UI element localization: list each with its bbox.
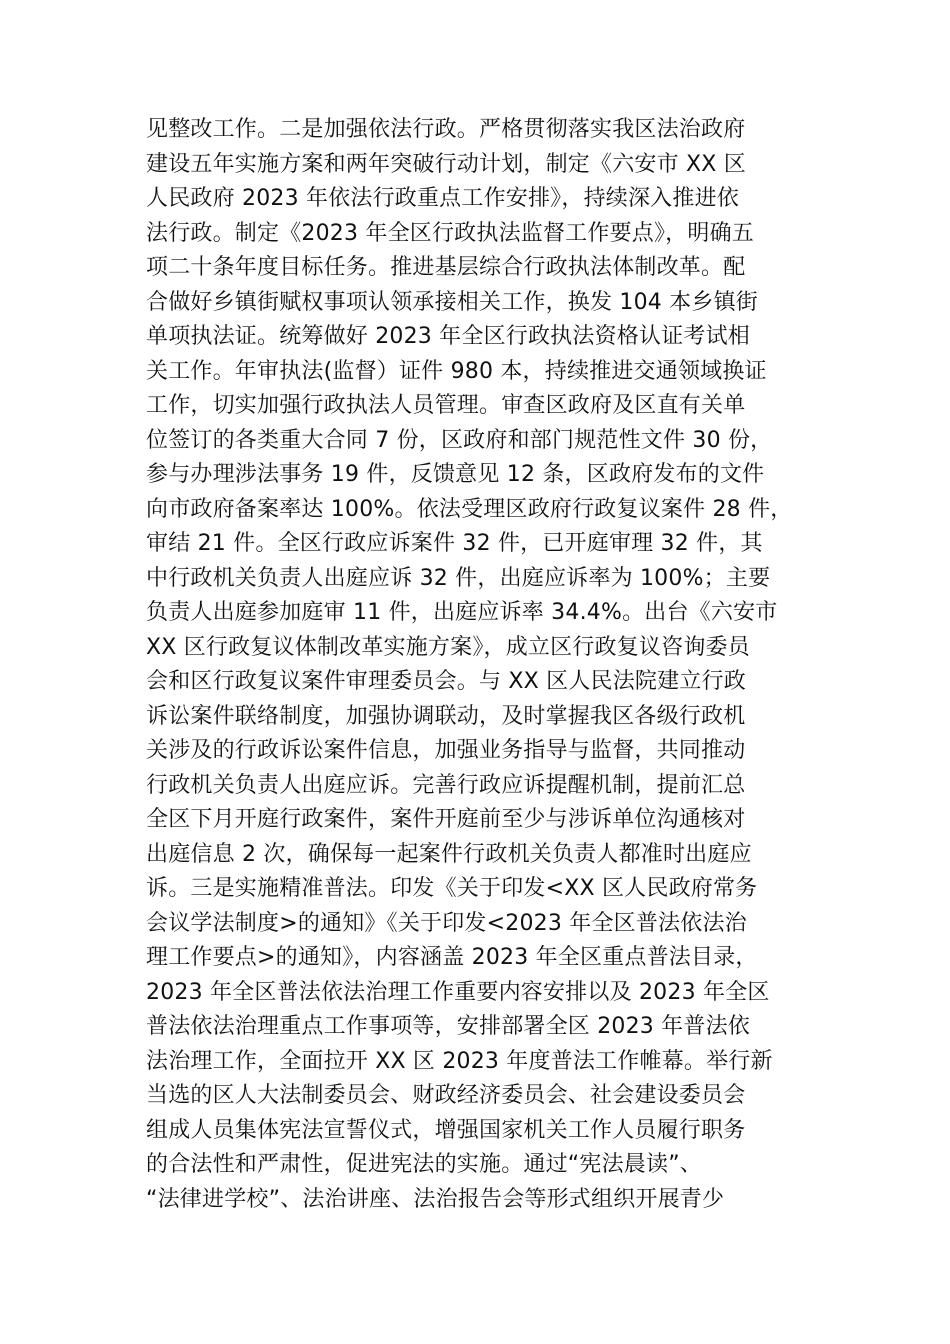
text-line: “法律进学校”、法治讲座、法治报告会等形式组织开展青少: [146, 1186, 725, 1212]
text-line: 位签订的各类重大合同 7 份，区政府和部门规范性文件 30 份，: [146, 427, 773, 453]
text-line: 建设五年实施方案和两年突破行动计划，制定《六安市 XX 区: [146, 151, 746, 177]
text-line: 普法依法治理重点工作事项等，安排部署全区 2023 年普法依: [146, 1014, 750, 1039]
text-line: 负责人出庭参加庭审 11 件，出庭应诉率 34.4%。出台《六安市: [146, 600, 778, 625]
text-line: 关涉及的行政诉讼案件信息，加强业务指导与监督，共同推动: [146, 738, 746, 763]
text-line: 出庭信息 2 次，确保每一起案件行政机关负责人都准时出庭应: [146, 841, 752, 867]
text-line: 当选的区人大法制委员会、财政经济委员会、社会建设委员会: [146, 1083, 746, 1108]
text-line: 组成人员集体宪法宣誓仪式，增强国家机关工作人员履行职务: [146, 1117, 746, 1143]
text-line: 行政机关负责人出庭应诉。完善行政应诉提醒机制，提前汇总: [146, 772, 746, 798]
text-line: 会议学法制度>的通知》《关于印发<2023 年全区普法依法治: [146, 910, 747, 936]
text-line: 理工作要点>的通知》，内容涵盖 2023 年全区重点普法目录，: [146, 945, 758, 970]
text-line: 单项执法证。统筹做好 2023 年全区行政执法资格认证考试相: [146, 324, 750, 349]
text-line: 2023 年全区普法依法治理工作重要内容安排以及 2023 年全区: [146, 979, 770, 1005]
text-line: 见整改工作。二是加强依法行政。严格贯彻落实我区法治政府: [146, 117, 746, 142]
body-paragraph: [146, 113, 826, 1217]
text-line: 合做好乡镇街赋权事项认领承接相关工作，换发 104 本乡镇街: [146, 289, 758, 315]
text-line: 诉讼案件联络制度，加强协调联动，及时掌握我区各级行政机: [146, 703, 746, 729]
text-line: 向市政府备案率达 100%。依法受理区政府行政复议案件 28 件，: [146, 496, 793, 522]
text-line: 全区下月开庭行政案件，案件开庭前至少与涉诉单位沟通核对: [146, 807, 746, 832]
text-line: 中行政机关负责人出庭应诉 32 件，出庭应诉率为 100%；主要: [146, 565, 771, 591]
text-line: 项二十条年度目标任务。推进基层综合行政执法体制改革。配: [146, 255, 746, 280]
text-line: 审结 21 件。全区行政应诉案件 32 件，已开庭审理 32 件，其: [146, 531, 763, 556]
text-line: 参与办理涉法事务 19 件，反馈意见 12 条，区政府发布的文件: [146, 462, 765, 487]
text-line: 人民政府 2023 年依法行政重点工作安排》，持续深入推进依: [146, 186, 739, 211]
text-line: 诉。三是实施精准普法。印发《关于印发<XX 区人民政府常务: [146, 876, 758, 901]
text-line: 会和区行政复议案件审理委员会。与 XX 区人民法院建立行政: [146, 669, 746, 694]
text-line: 法治理工作，全面拉开 XX 区 2023 年度普法工作帷幕。举行新: [146, 1048, 773, 1074]
text-line: 的合法性和严肃性，促进宪法的实施。通过“宪法晨读”、: [146, 1152, 702, 1177]
text-line: 工作，切实加强行政执法人员管理。审查区政府及区直有关单: [146, 393, 746, 418]
text-line: 法行政。制定《2023 年全区行政执法监督工作要点》，明确五: [146, 220, 754, 246]
text-line: XX 区行政复议体制改革实施方案》，成立区行政复议咨询委员: [146, 634, 750, 660]
text-line: 关工作。年审执法(监督）证件 980 本，持续推进交通领域换证: [146, 358, 767, 384]
